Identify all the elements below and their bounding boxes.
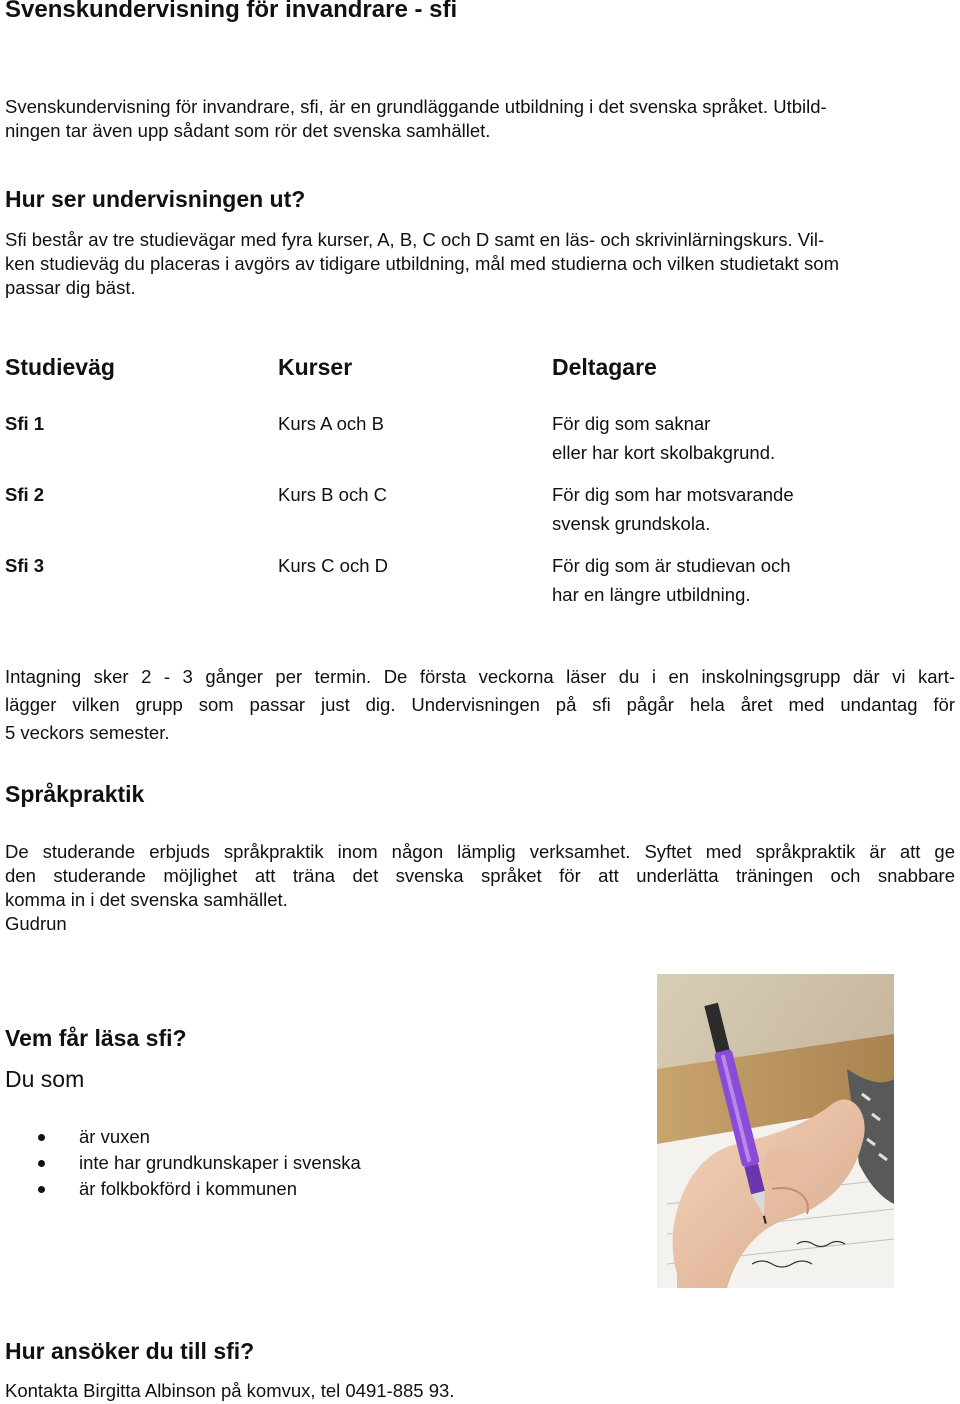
intro-paragraph: Svenskundervisning för invandrare, sfi, är en grundläggande utbildning i det svenska språket. Utbild- ningen tar även upp sådant som rör det svenska samhället. bbox=[5, 96, 827, 141]
row-participants: För dig som saknar eller har kort skolbakgrund. bbox=[552, 413, 776, 463]
row-path: Sfi 1 bbox=[5, 413, 45, 434]
column-header-courses: Kurser bbox=[278, 354, 353, 380]
heading-language-practice: Språkpraktik bbox=[5, 781, 145, 807]
row-participants: För dig som är studievan och har en längre utbildning. bbox=[552, 555, 791, 605]
row-path: Sfi 3 bbox=[5, 555, 45, 576]
subheading-you: Du som bbox=[5, 1066, 85, 1092]
contact-text: Kontakta Birgitta Albinson på komvux, tel 0491-885 93. bbox=[5, 1380, 455, 1401]
intake-paragraph: Intagning sker 2 - 3 gånger per termin. De första veckorna läser du i en inskolningsgrupp där vi kart- lägger vilken grupp som passar just dig. Undervisningen på sfi pågår hela året med undantag för 5 veckors semester. bbox=[5, 666, 955, 743]
eligibility-list bbox=[38, 1124, 361, 1202]
heading-apply: Hur ansöker du till sfi? bbox=[5, 1338, 255, 1364]
row-courses: Kurs C och D bbox=[278, 555, 389, 576]
hand-writing-with-pen-icon bbox=[657, 974, 894, 1288]
list-item: är vuxen bbox=[38, 1124, 361, 1150]
column-header-path: Studieväg bbox=[5, 354, 115, 380]
practice-paragraph: De studerande erbjuds språkpraktik inom någon lämplig verksamhet. Syftet med språkpraktik är att ge den studerande möjlighet att träna det svenska språket för att underlätta träningen och snabbare komma in i det svenska samhället. Gudrun bbox=[5, 841, 955, 934]
list-item: är folkbokförd i kommunen bbox=[38, 1176, 361, 1202]
signature: Gudrun bbox=[5, 913, 67, 934]
row-courses: Kurs B och C bbox=[278, 484, 387, 505]
heading-who: Vem får läsa sfi? bbox=[5, 1025, 187, 1051]
how-paragraph: Sfi består av tre studievägar med fyra kurser, A, B, C och D samt en läs- och skrivinlärningskurs. Vil- ken studieväg du placeras i avgörs av tidigare utbildning, mål med studierna och vilken studietakt som passar dig bäst. bbox=[5, 229, 839, 298]
row-courses: Kurs A och B bbox=[278, 413, 384, 434]
list-item: inte har grundkunskaper i svenska bbox=[38, 1150, 361, 1176]
heading-how: Hur ser undervisningen ut? bbox=[5, 186, 306, 212]
hand-writing-photo bbox=[657, 974, 894, 1288]
page-title: Svenskundervisning för invandrare - sfi bbox=[5, 0, 458, 23]
row-participants: För dig som har motsvarande svensk grundskola. bbox=[552, 484, 794, 534]
row-path: Sfi 2 bbox=[5, 484, 45, 505]
column-header-participants: Deltagare bbox=[552, 354, 657, 380]
